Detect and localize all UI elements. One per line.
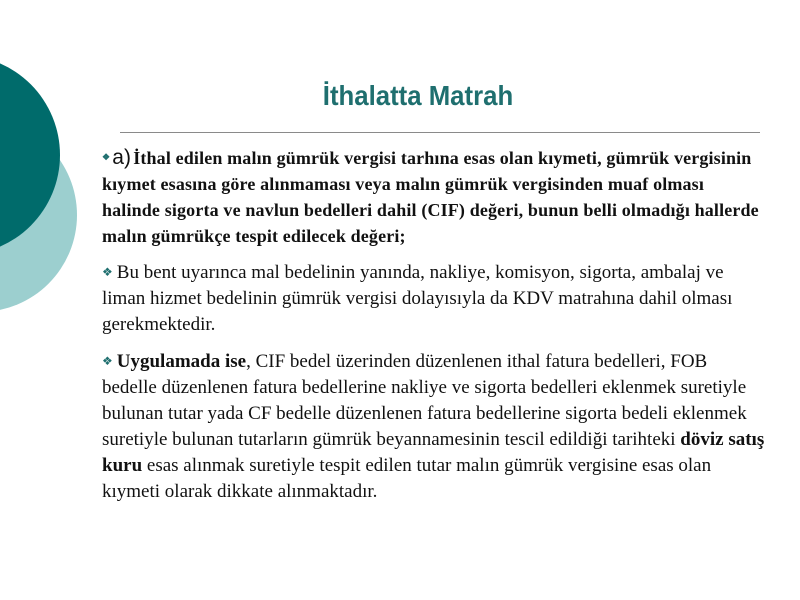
- item-marker: a): [112, 146, 132, 169]
- diamond-bullet-icon: ❖: [102, 265, 113, 279]
- paragraph-practice: [102, 348, 766, 505]
- slide-title: İthalatta Matrah: [322, 80, 514, 111]
- practice-text-1: , CIF bedel üzerinden düzenlenen ithal fatura bedelleri, FOB bedelle düzenlenen fatura bedellerine nakliye ve sigorta bedelleri eklenmek suretiyle bulunan tutar yada CF bedelle düzenlenen fatura bedellerine sigorta bedeli eklenmek suretiyle bulunan tutarların gümrük beyannamesinin tescil edildiği tarihteki: [102, 351, 747, 450]
- paragraph-definition: [102, 144, 766, 249]
- diamond-bullet-icon: ❖: [102, 152, 111, 162]
- paragraph-note: [102, 259, 766, 338]
- practice-lead: Uygulamada ise: [116, 351, 247, 372]
- diamond-bullet-icon: ❖: [102, 354, 113, 368]
- definition-text: İthal edilen malın gümrük vergisi tarhına esas olan kıymeti, gümrük vergisinin kıymet esasına göre alınmaması veya malın gümrük vergisinden muaf olması halinde sigorta ve navlun bedelleri dahil (CIF) değeri, bunun belli olmadığı hallerde malın gümrükçe tespit edilecek değeri;: [102, 148, 759, 246]
- note-text: Bu bent uyarınca mal bedelinin yanında, nakliye, komisyon, sigorta, ambalaj ve liman hizmet bedelinin gümrük vergisi dolayısıyla da KDV matrahına dahil olması gerekmektedir.: [102, 262, 733, 335]
- slide-body: [102, 144, 766, 515]
- practice-text-2: esas alınmak suretiyle tespit edilen tutar malın gümrük vergisine esas olan kıymeti olarak dikkate alınmaktadır.: [102, 455, 712, 502]
- exchange-rate-term: döviz satış kuru: [102, 429, 765, 476]
- title-divider: [120, 132, 760, 133]
